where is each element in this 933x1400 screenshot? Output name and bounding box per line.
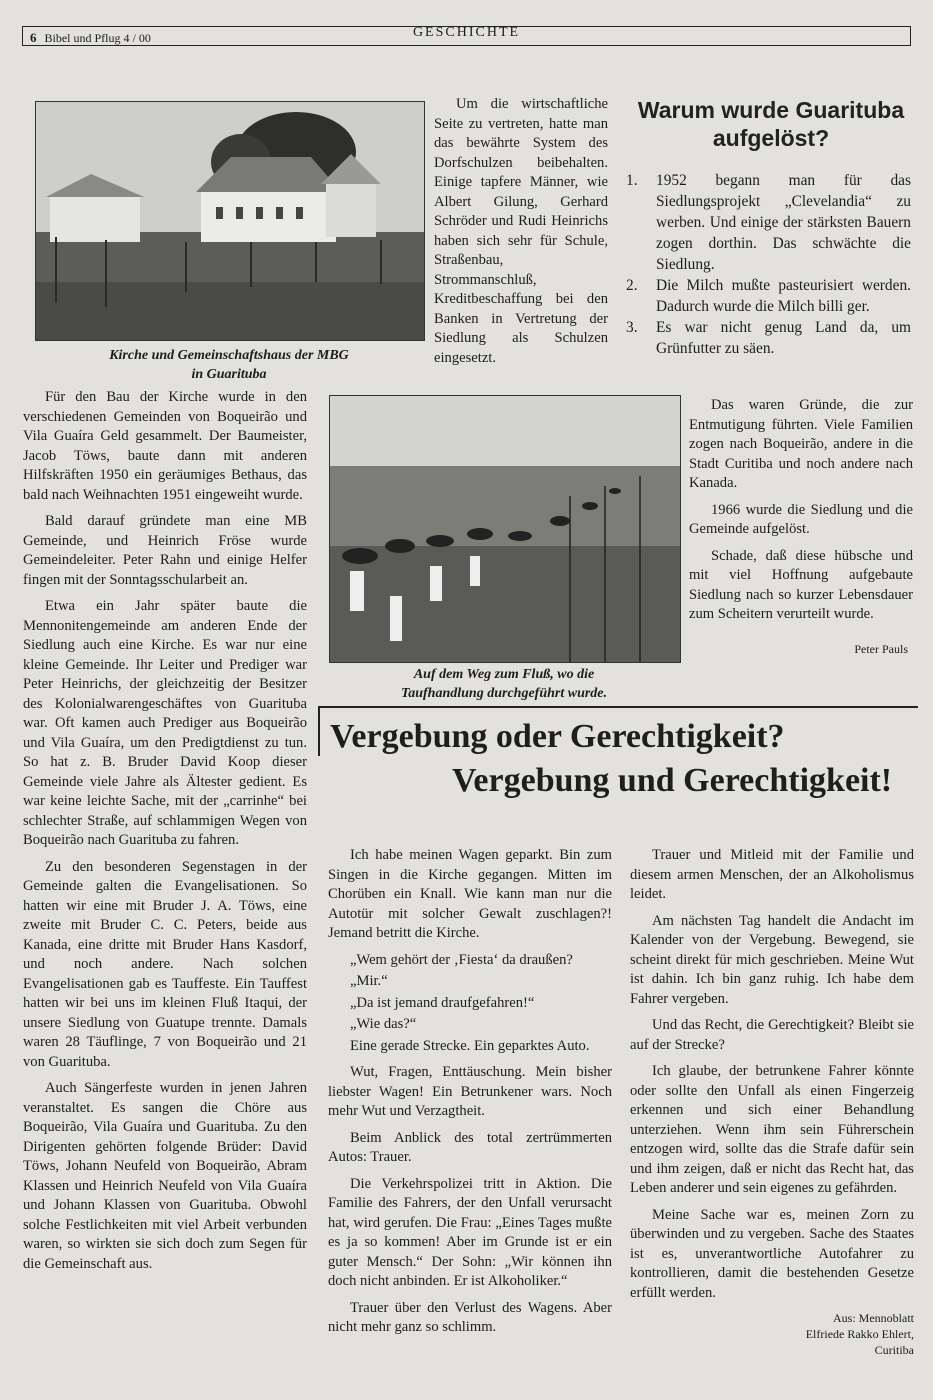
list-number: 3. — [626, 319, 638, 336]
list-item — [626, 317, 911, 359]
paragraph: Ich habe meinen Wagen geparkt. Bin zum Singen in die Kirche gegangen. Mitten im Chorüben ein Knall. Wie kann man nur die Autotür mit solcher Gewalt zuschlagen?! Jemand betritt die Kirche. — [328, 847, 612, 941]
article-headline-2: Vergebung und Gerechtigkeit! — [452, 762, 893, 799]
list-number: 1. — [626, 172, 638, 189]
sidebar-author: Peter Pauls — [854, 642, 908, 656]
sidebar-title — [626, 96, 916, 152]
sidebar-text — [689, 396, 913, 632]
paragraph: „Wie das?“ — [350, 1016, 417, 1032]
paragraph: Etwa ein Jahr später baute die Mennonitengemeinde am anderen Ende der Siedlung auch eine Kirche. Es war nur eine kleine Gemeinde. Ihr Leiter und Prediger war Peter Heinrichs, der gleichzeitig der Besitzer des Kolonialwarengeschäftes von Guarituba war. Oft kamen auch Prediger aus Boqueirão und Vila Guaíra, um den Predigtdienst zu tun. So hat z. B. Bruder David Koop dieser Gemeinde viele Jahre als Ältester gedient. Es war keine leichte Sache, mit der „carrinhe“ bei schlechter Straße, auf schlammigen Wegen von Boqueirão nach Guarituba zu fahren. — [23, 598, 307, 848]
caption-line: in Guarituba — [191, 367, 267, 382]
source-line: Elfriede Rakko Ehlert, — [805, 1327, 914, 1341]
paragraph: Auch Sängerfeste wurden in jenen Jahren veranstaltet. Es sangen die Chöre aus Boqueirão, Vila Guaíra und Guarituba. Zu den Dirigenten gehörten folgende Brüder: David Töws, Johann Neufeld von Boqueirão, Abram Klassen und Heinrich Neufeld von Vila Guaíra und Johann Klassen von Guarituba. Obwohl solche Festlichkeiten mit viel Arbeit verbunden waren, so wirkten sie sich doch zum Segen für die Gemeinschaft aus. — [23, 1080, 307, 1272]
paragraph: Trauer und Mitleid mit der Familie und diesem armen Menschen, der an Alkoholismus leidet. — [630, 847, 914, 902]
paragraph: Am nächsten Tag handelt die Andacht im Kalender von der Vergebung. Bewegend, sie scheint direkt für mich geschrieben. Meine Wut ist dahin. Ich bin ganz ruhig. Ich habe dem Fahrer vergeben. — [630, 912, 914, 1007]
paragraph: Wut, Fragen, Enttäuschung. Mein bisher liebster Wagen! Ein Betrunkener wars. Noch mehr Wut und Verzagtheit. — [328, 1064, 612, 1119]
paragraph: Das waren Gründe, die zur Entmutigung führten. Viele Familien zogen nach Boqueirão, andere in die Stadt Curitiba und noch andere nach Kanada. — [689, 397, 913, 491]
paragraph: „Da ist jemand draufgefahren!“ — [350, 994, 535, 1011]
paragraph: Um die wirtschaftliche Seite zu vertreten, hatte man das bewährte System des Dorfschulzen beibehalten. Einige tapfere Männer, wie Albert Gilung, Gerhard Schröder und Rudi Heinrichs haben sich sehr für Schule, Straßenbau, Strommanschluß, Kreditbeschaffung bei den Banken in Vertretung der Siedlung als Schulzen eingesetzt. — [434, 96, 608, 366]
paragraph: „Mir.“ — [350, 973, 388, 989]
paragraph: Die Verkehrspolizei tritt in Aktion. Die Familie des Fahrers, der den Unfall verursacht hat, wird gerufen. Die Frau: „Eines Tages mußte es ja so kommen! Aber im Grunde ist er ein guter Mensch.“ Der Sohn: „Wir können ihn doch nicht anbinden. Er ist Alkoholiker.“ — [328, 1175, 612, 1289]
history-article-col1 — [23, 388, 307, 1281]
paragraph: Beim Anblick des total zertrümmerten Autos: Trauer. — [328, 1129, 612, 1165]
paragraph: Schade, daß diese hübsche und mit viel Hoffnung aufgebaute Siedlung nach so kurzer Lebensdauer zum Scheitern verurteilt wurde. — [689, 547, 913, 622]
paragraph: 1966 wurde die Siedlung und die Gemeinde aufgelöst. — [689, 501, 913, 537]
paragraph: Zu den besonderen Segenstagen in der Gemeinde galten die Evangelisationen. So hatten wir eine mit Bruder J. A. Töws, eine zweite mit Bruder C. C. Peters, beide aus Kanada, eine dritte mit Bruder Hans Kasdorf, und noch andere. Nach solchen Evangelisationen gab es Tauffeste. Ein Tauffest hatten wir bei uns im kleinen Fluß Itaqui, der unsere Siedlung von Guatupe trennte. Damals waren 28 Täuflinge, 7 von Boqueirão und 21 von Guarituba. — [23, 858, 307, 1070]
title-line: aufgelöst? — [712, 125, 830, 151]
paragraph: Und das Recht, die Gerechtigkeit? Bleibt sie auf der Strecke? — [630, 1017, 914, 1053]
caption-line: Taufhandlung durchgeführt wurde. — [400, 686, 608, 701]
source-line: Curitiba — [874, 1343, 914, 1357]
paragraph: Trauer über den Verlust des Wagens. Aber nicht mehr ganz so schlimm. — [328, 1299, 612, 1335]
section-title: GESCHICHTE — [412, 25, 521, 40]
history-article-col2 — [434, 95, 608, 375]
list-text: Die Milch mußte pasteurisiert werden. Dadurch wurde die Milch billi ger. — [656, 277, 911, 315]
forgiveness-article-right — [630, 846, 914, 1358]
paragraph: Eine gerade Strecke. Ein geparktes Auto. — [350, 1037, 590, 1054]
list-text: 1952 begann man für das Siedlungsprojekt „Clevelandia“ zu werben. Und einige der stärksten Bauern zogen dorthin. Das schwächte die Siedlung. — [656, 172, 911, 273]
paragraph: Bald darauf gründete man eine MB Gemeinde, und Heinrich Fröse wurde Gemeindeleiter. Peter Rahn und einige Helfer fingen mit der Sonntagsschularbeit an. — [23, 513, 307, 588]
source-line: Aus: Mennoblatt — [833, 1311, 914, 1325]
list-number: 2. — [626, 277, 638, 294]
page-number: 6 — [30, 30, 37, 45]
caption-line: Kirche und Gemeinschaftshaus der MBG — [109, 348, 349, 363]
article-headline-1: Vergebung oder Gerechtigkeit? — [330, 718, 785, 755]
list-item — [626, 275, 911, 317]
forgiveness-article-left — [328, 846, 612, 1345]
list-item — [626, 170, 911, 275]
paragraph: Ich glaube, der betrunkene Fahrer könnte oder sollte den Unfall als einen Fingerzeig erkennen und sich einer Behandlung unterziehen. Wenn ihm sein Führerschein entzogen wird, sollte das die Strafe dafür sein und ihm zeigen, daß er nicht das Recht hat, das Leben anderer und sein eigenes zu gefährden. — [630, 1063, 914, 1196]
article-source — [630, 1310, 914, 1358]
title-line: Warum wurde Guarituba — [637, 97, 905, 123]
article-divider-top — [318, 706, 918, 708]
church-photo-caption — [35, 346, 423, 384]
paragraph: „Wem gehört der ‚Fiesta‘ da draußen? — [350, 951, 573, 968]
publication-name: Bibel und Pflug 4 / 00 — [44, 31, 151, 45]
paragraph: Meine Sache war es, meinen Zorn zu überwinden und zu vergeben. Sache des Staates ist es, unverantwortliche Autofahrer zu kontrollieren, damit die bestehenden Gesetze erfüllt werden. — [630, 1206, 914, 1301]
article-divider-left — [318, 706, 320, 756]
paragraph: Für den Bau der Kirche wurde in den verschiedenen Gemeinden von Boqueirão und Vila Guaíra Geld gesammelt. Der Baumeister, Jacob Töws, baute dann mit anderen Hilfskräften 1950 ein geräumiges Bethaus, das bald nach Weihnachten 1951 eingeweiht wurde. — [23, 389, 307, 503]
list-text: Es war nicht genug Land da, um Grünfutter zu säen. — [656, 319, 911, 357]
procession-photo — [329, 395, 681, 663]
reasons-list — [626, 170, 911, 359]
church-photo — [35, 101, 425, 341]
caption-line: Auf dem Weg zum Fluß, wo die — [413, 667, 595, 682]
procession-photo-caption — [329, 665, 679, 703]
